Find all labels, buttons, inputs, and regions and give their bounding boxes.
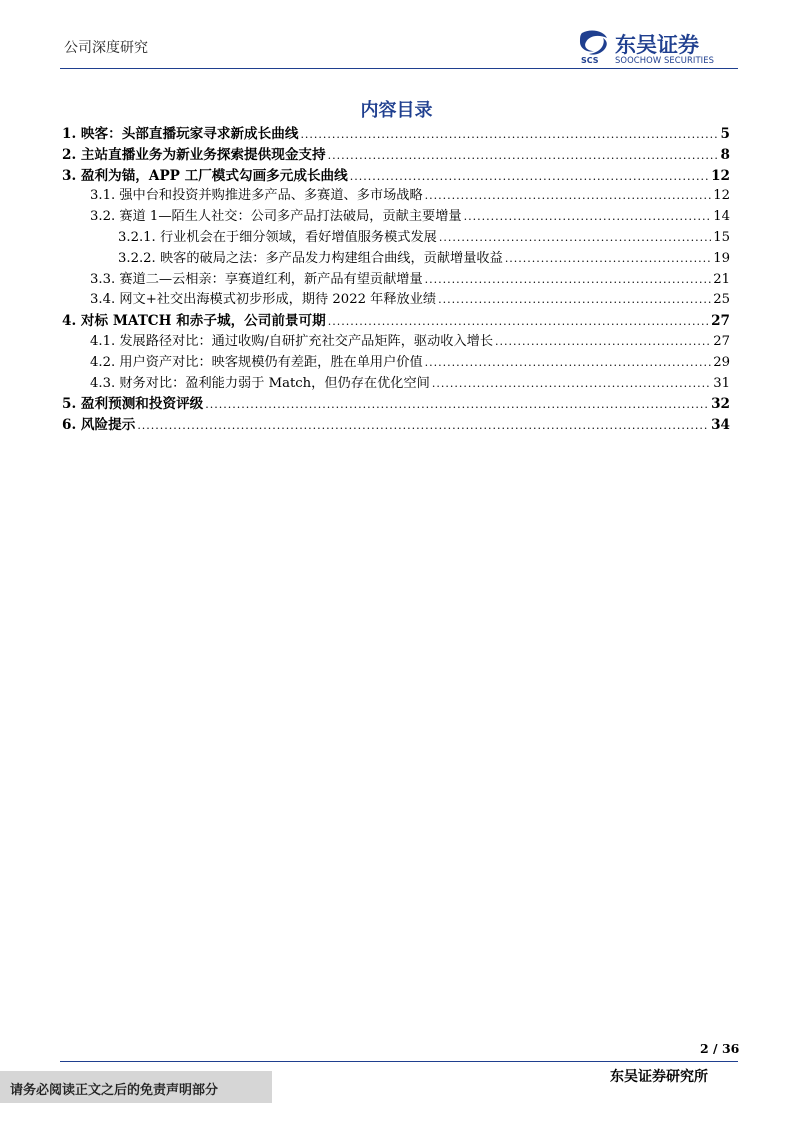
toc-entry[interactable] [62, 311, 730, 332]
toc-entry-page: 27 [713, 333, 730, 349]
toc-entry-title: 3.3. 赛道二—云相亲：享赛道红利，新产品有望贡献增量 [90, 271, 423, 287]
toc-entry-page: 32 [711, 396, 730, 413]
toc-entry-page: 25 [713, 292, 730, 308]
scs-logo-icon [577, 29, 611, 65]
toc-entry-title: 4.1. 发展路径对比：通过收购/自研扩充社交产品矩阵，驱动收入增长 [90, 333, 494, 349]
disclaimer-text: 请务必阅读正文之后的免责声明部分 [10, 1083, 219, 1098]
toc-entry[interactable] [62, 249, 730, 270]
toc-entry[interactable] [62, 353, 730, 374]
toc-entry-title: 3.2. 赛道 1—陌生人社交：公司多产品打法破局，贡献主要增量 [90, 209, 462, 225]
toc-entry-title: 3.4. 网文+社交出海模式初步形成，期待 2022 年释放业绩 [90, 292, 437, 308]
toc-entry[interactable] [62, 394, 730, 415]
toc-leader-dots [328, 312, 709, 333]
toc-entry-title: 3.2.1. 行业机会在于细分领域，看好增值服务模式发展 [118, 229, 437, 245]
toc-entry-page: 31 [713, 375, 730, 391]
toc-leader-dots [137, 416, 709, 437]
toc-leader-dots [432, 374, 711, 395]
table-of-contents [62, 124, 730, 436]
toc-leader-dots [350, 167, 709, 188]
toc-entry[interactable] [62, 228, 730, 249]
toc-entry-page: 8 [720, 146, 730, 163]
logo-chinese-name: 东吴证券 [615, 33, 699, 57]
toc-entry[interactable] [62, 290, 730, 311]
toc-entry-page: 34 [711, 417, 730, 434]
toc-entry[interactable] [62, 270, 730, 291]
toc-entry-page: 21 [713, 271, 730, 287]
toc-entry-title: 5. 盈利预测和投资评级 [62, 396, 204, 413]
toc-leader-dots [328, 146, 719, 167]
toc-entry-title: 1. 映客：头部直播玩家寻求新成长曲线 [62, 126, 299, 142]
toc-leader-dots [300, 125, 718, 146]
toc-entry[interactable] [62, 166, 730, 187]
page-number: 2 / 36 [700, 1041, 740, 1056]
toc-leader-dots [464, 207, 712, 228]
toc-entry-title: 3.1. 强中台和投资并购推进多产品、多赛道、多市场战略 [90, 188, 423, 204]
toc-entry-page: 27 [711, 313, 730, 330]
toc-entry-title: 3.2.2. 映客的破局之法：多产品发力构建组合曲线，贡献增量收益 [118, 250, 503, 266]
institute-name: 东吴证券研究所 [610, 1069, 708, 1085]
toc-entry-title: 4. 对标 MATCH 和赤子城，公司前景可期 [62, 313, 326, 330]
toc-entry[interactable] [62, 332, 730, 353]
report-type-label: 公司深度研究 [64, 40, 148, 56]
toc-leader-dots [425, 186, 712, 207]
toc-entry-page: 12 [713, 188, 730, 204]
company-logo [577, 29, 737, 67]
toc-leader-dots [205, 395, 709, 416]
toc-entry[interactable] [62, 207, 730, 228]
toc-entry-page: 12 [711, 167, 730, 184]
toc-entry[interactable] [62, 415, 730, 436]
toc-title: 内容目录 [360, 100, 433, 121]
toc-leader-dots [438, 290, 711, 311]
toc-leader-dots [495, 332, 711, 353]
toc-entry-title: 6. 风险提示 [62, 417, 136, 434]
toc-entry-page: 14 [713, 209, 730, 225]
toc-entry[interactable] [62, 145, 730, 166]
header-divider [60, 68, 738, 69]
toc-entry[interactable] [62, 374, 730, 395]
footer-divider [60, 1061, 738, 1062]
toc-entry-title: 4.3. 财务对比：盈利能力弱于 Match，但仍存在优化空间 [90, 375, 430, 391]
toc-entry-title: 2. 主站直播业务为新业务探索提供现金支持 [62, 146, 326, 163]
toc-entry-page: 15 [713, 229, 730, 245]
toc-entry-page: 19 [713, 250, 730, 266]
logo-mark-text: SCS [581, 56, 599, 65]
toc-leader-dots [425, 270, 712, 291]
toc-leader-dots [439, 228, 711, 249]
toc-leader-dots [505, 249, 711, 270]
logo-english-name: SOOCHOW SECURITIES [615, 55, 715, 65]
toc-entry-page: 29 [713, 354, 730, 370]
toc-entry[interactable] [62, 124, 730, 145]
toc-entry-page: 5 [720, 126, 730, 142]
toc-leader-dots [425, 353, 712, 374]
toc-entry-title: 4.2. 用户资产对比：映客规模仍有差距，胜在单用户价值 [90, 354, 423, 370]
disclaimer-box [0, 1071, 272, 1103]
toc-entry-title: 3. 盈利为锚，APP 工厂模式勾画多元成长曲线 [62, 167, 348, 184]
toc-entry[interactable] [62, 186, 730, 207]
